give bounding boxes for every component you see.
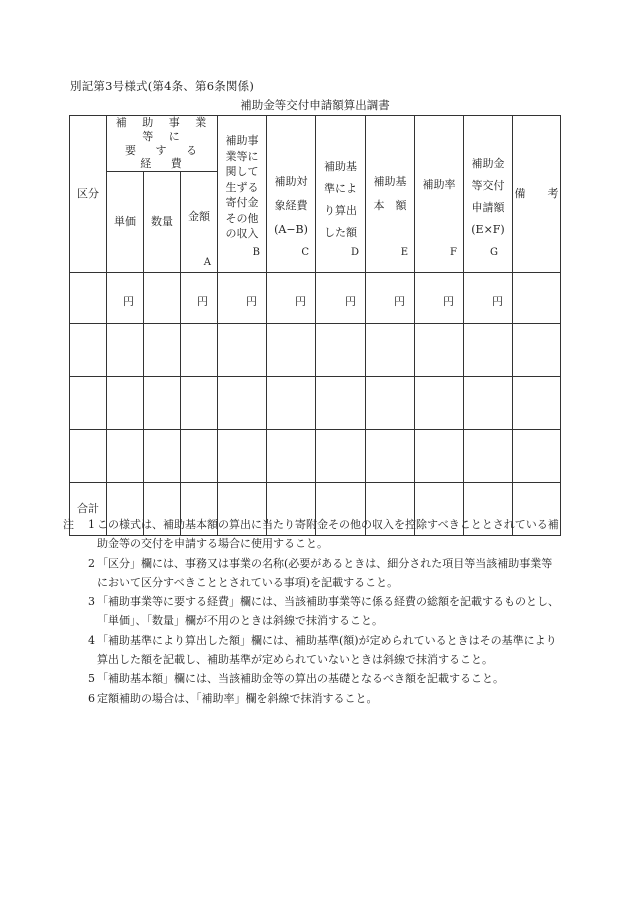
request-line-2: 等交付 (471, 179, 505, 192)
note-item (63, 631, 563, 670)
quantity-cell[interactable] (144, 273, 181, 324)
standard-calc-line-2: 準によ (324, 182, 357, 195)
notes-prefix: 注 (63, 518, 74, 531)
table-row (70, 273, 561, 324)
standard-base-cell[interactable]: 円 (366, 273, 415, 324)
note-item (63, 669, 563, 688)
rate-cell[interactable] (415, 324, 464, 377)
note-number: 4 (88, 633, 95, 647)
amount-cell[interactable] (181, 324, 218, 377)
target-line-1: 補助対 (274, 175, 308, 188)
standard-calc-line-3: り算出 (324, 204, 357, 217)
standard-base-cell[interactable] (366, 324, 415, 377)
unit-price-cell[interactable] (107, 430, 144, 483)
rate-cell[interactable] (415, 430, 464, 483)
request-letter: G (490, 246, 498, 258)
note-number: 5 (88, 672, 95, 686)
standard-calc-cell[interactable] (316, 324, 366, 377)
target-line-3: (A−B) (274, 223, 308, 236)
rate-label: 補助率 (422, 178, 456, 191)
quantity-cell[interactable] (144, 430, 181, 483)
amount-cell[interactable]: 円 (181, 273, 218, 324)
table-row (70, 430, 561, 483)
rate-cell[interactable] (415, 377, 464, 430)
remarks-cell[interactable] (513, 324, 561, 377)
standard-base-line-1: 補助基 (373, 175, 407, 188)
expenses-group-line2: 要 す る 経 費 (125, 143, 205, 171)
target-letter: C (301, 246, 309, 258)
amount-cell[interactable] (181, 430, 218, 483)
note-number: 6 (88, 691, 95, 705)
standard-calc-cell[interactable] (316, 377, 366, 430)
request-cell[interactable]: 円 (464, 273, 513, 324)
target-line-2: 象経費 (274, 199, 308, 212)
target-cell[interactable] (267, 324, 316, 377)
header-quantity: 数量 (144, 172, 181, 273)
standard-base-cell[interactable] (366, 377, 415, 430)
amount-cell[interactable] (181, 377, 218, 430)
note-text: 「補助事業等に要する経費」欄には、当該補助事業等に係る経費の総額を記載するものとし、「単価」、「数量」欄が不用のときは斜線で抹消すること。 (97, 595, 559, 628)
target-cell[interactable] (267, 430, 316, 483)
donations-line-3: 関して (225, 165, 259, 178)
request-cell[interactable] (464, 430, 513, 483)
request-line-3: 申請額 (471, 201, 505, 214)
kubun-cell[interactable] (70, 324, 107, 377)
document-title: 補助金等交付申請額算出調書 (240, 98, 390, 112)
header-expenses-group (107, 116, 218, 172)
note-item (63, 592, 563, 631)
remarks-cell[interactable] (513, 430, 561, 483)
standard-calc-cell[interactable] (316, 430, 366, 483)
target-cell[interactable] (267, 377, 316, 430)
donations-line-1: 補助事 (225, 134, 259, 147)
target-cell[interactable]: 円 (267, 273, 316, 324)
total-label: 合計 (70, 483, 107, 536)
note-item (63, 554, 563, 593)
header-rate (415, 116, 464, 273)
remarks-cell[interactable] (513, 377, 561, 430)
donations-cell[interactable]: 円 (218, 273, 267, 324)
amount-label: 金額 (188, 210, 210, 223)
kubun-cell[interactable] (70, 377, 107, 430)
request-line-1: 補助金 (471, 157, 505, 170)
note-number: 2 (88, 556, 95, 570)
form-identifier: 別記第3号様式(第4条、第6条関係) (70, 79, 255, 93)
header-standard-base (366, 116, 415, 273)
quantity-cell[interactable] (144, 377, 181, 430)
note-text: 定額補助の場合は、「補助率」欄を斜線で抹消すること。 (97, 691, 378, 705)
header-target-expenses (267, 116, 316, 273)
header-donations (218, 116, 267, 273)
standard-calc-line-1: 補助基 (324, 160, 357, 173)
request-cell[interactable] (464, 377, 513, 430)
standard-base-line-2: 本 額 (373, 199, 407, 212)
rate-letter: F (450, 246, 457, 258)
header-remarks: 備 考 (513, 116, 561, 273)
header-kubun: 区分 (70, 116, 107, 273)
standard-calc-letter: D (350, 246, 359, 258)
header-standard-calc (316, 116, 366, 273)
standard-base-cell[interactable] (366, 430, 415, 483)
calculation-table (69, 115, 561, 536)
header-unit-price: 単価 (107, 172, 144, 273)
header-amount (181, 172, 218, 273)
request-cell[interactable] (464, 324, 513, 377)
table-row (70, 377, 561, 430)
remarks-cell[interactable] (513, 273, 561, 324)
note-text: 「区分」欄には、事務又は事業の名称(必要があるときは、細分された項目等当該補助事業等において区分すべきこととされている事項)を記載すること。 (97, 556, 553, 589)
unit-price-cell[interactable] (107, 324, 144, 377)
donations-letter: B (252, 246, 260, 258)
donations-line-2: 業等に (225, 149, 259, 163)
note-item (63, 515, 563, 554)
standard-calc-cell[interactable]: 円 (316, 273, 366, 324)
note-text: 「補助基準により算出した額」欄には、補助基準(額)が定められているときはその基準により算出した額を記載し、補助基準が定められていないときは斜線で抹消すること。 (97, 633, 557, 667)
expenses-group-line1: 補 助 事 業 等 に (115, 116, 213, 143)
kubun-cell[interactable] (70, 273, 107, 324)
donations-line-5: 寄付金 (225, 196, 259, 209)
rate-cell[interactable]: 円 (415, 273, 464, 324)
note-text: 「補助基本額」欄には、当該補助金等の算出の基礎となるべき額を記載すること。 (97, 672, 504, 686)
notes-section (63, 515, 563, 708)
header-request-amount (464, 116, 513, 273)
unit-price-cell[interactable]: 円 (107, 273, 144, 324)
note-item (63, 689, 563, 708)
amount-letter: A (203, 256, 211, 268)
quantity-cell[interactable] (144, 324, 181, 377)
standard-calc-line-4: した額 (324, 226, 357, 239)
note-number: 3 (88, 595, 95, 609)
table-row (70, 324, 561, 377)
note-text: この様式は、補助基本額の算出に当たり寄附金その他の収入を控除すべきこととされている補助金等の交付を申請する場合に使用すること。 (97, 518, 559, 551)
request-line-4: (E×F) (471, 223, 505, 236)
donations-line-4: 生ずる (225, 180, 259, 194)
kubun-cell[interactable] (70, 430, 107, 483)
donations-cell[interactable] (218, 324, 267, 377)
donations-line-6: その他 (225, 211, 259, 225)
donations-line-7: の収入 (225, 227, 259, 240)
note-number: 1 (88, 518, 95, 531)
donations-cell[interactable] (218, 377, 267, 430)
unit-price-cell[interactable] (107, 377, 144, 430)
standard-base-letter: E (400, 246, 408, 258)
donations-cell[interactable] (218, 430, 267, 483)
